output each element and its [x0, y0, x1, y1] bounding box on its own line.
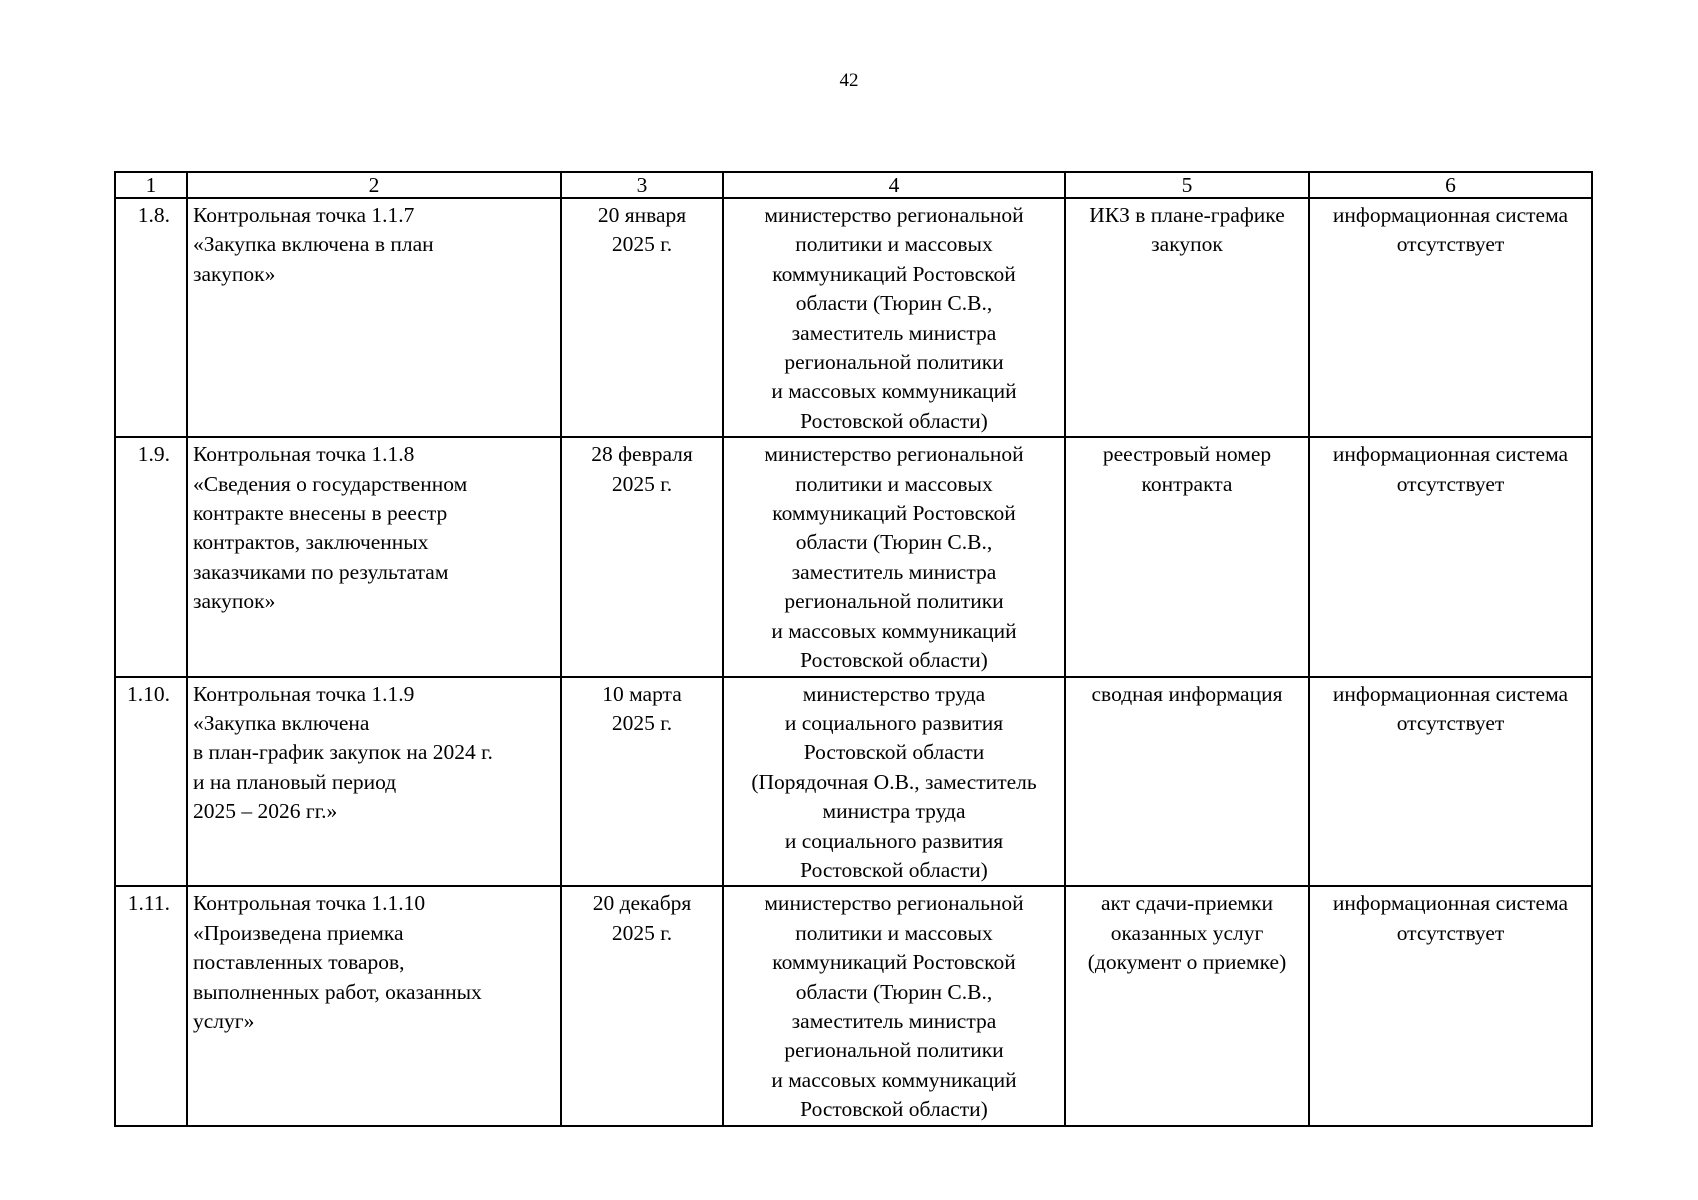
cell-text-line: в план-график закупок на 2024 г. [193, 740, 493, 765]
header-cell: 6 [1309, 172, 1592, 198]
cell-text-line: коммуникаций Ростовской [772, 950, 1016, 975]
responsible-cell [723, 437, 1065, 676]
cell-text-line: и социального развития [784, 828, 1004, 853]
table-header-row [115, 172, 1592, 198]
cell-text-line: области (Тюрин С.В., [795, 979, 993, 1004]
cell-text-line: министерство региональной [764, 203, 1024, 227]
cell-text-line: региональной политики [784, 589, 1004, 614]
cell-text-line: отсутствует [1396, 920, 1505, 945]
cell-text-line: Ростовской области) [800, 408, 988, 433]
cell-text-line: 10 марта [602, 681, 682, 706]
cell-text-line: отсутствует [1396, 232, 1505, 257]
cell-text-line: и на плановый период [193, 769, 397, 794]
information-system-cell [1309, 886, 1592, 1125]
cell-text-line: заместитель министра [791, 1008, 997, 1033]
information-system-cell [1309, 677, 1592, 887]
cell-text-line: области (Тюрин С.В., [795, 291, 993, 316]
cell-text-line: 2025 г. [611, 471, 673, 496]
header-cell: 2 [187, 172, 561, 198]
cell-text-line: политики и массовых [795, 920, 993, 945]
cell-text-line: 2025 – 2026 гг.» [193, 799, 338, 824]
due-date-cell [561, 437, 723, 676]
responsible-cell [723, 198, 1065, 437]
cell-text-line: области (Тюрин С.В., [795, 530, 993, 555]
cell-text-line: министерство труда [802, 681, 986, 706]
document-cell [1065, 437, 1309, 676]
cell-text-line: 20 декабря [592, 891, 692, 916]
cell-text-line: Ростовской области) [800, 1097, 988, 1122]
cell-text-line: выполненных работ, оказанных [193, 979, 482, 1004]
cell-text-line: и массовых коммуникаций [771, 618, 1017, 643]
cell-text-line: Ростовской области) [800, 857, 988, 882]
cell-text-line: политики и массовых [795, 471, 993, 496]
row-number-cell: 1.10. [115, 677, 187, 887]
cell-text-line: контракте внесены в реестр [193, 501, 448, 526]
cell-text-line: региональной политики [784, 350, 1004, 375]
header-cell: 4 [723, 172, 1065, 198]
cell-text-line: 2025 г. [611, 920, 673, 945]
control-point-name-cell [187, 677, 561, 887]
table-row [115, 198, 1592, 437]
document-cell [1065, 677, 1309, 887]
cell-text-line: закупок» [193, 589, 276, 614]
cell-text-line: и массовых коммуникаций [771, 1067, 1017, 1092]
cell-text-line: и социального развития [784, 710, 1004, 735]
cell-text-line: коммуникаций Ростовской [772, 261, 1016, 286]
cell-text-line: отсутствует [1396, 471, 1505, 496]
cell-text-line: контрактов, заключенных [193, 530, 429, 555]
due-date-cell [561, 198, 723, 437]
page-number: 42 [839, 70, 859, 91]
cell-text-line: информационная система [1332, 442, 1569, 467]
cell-text-line: заказчиками по результатам [193, 559, 449, 584]
row-number-cell: 1.11. [115, 886, 187, 1125]
cell-text-line: услуг» [193, 1008, 255, 1033]
cell-text-line: 2025 г. [611, 710, 673, 735]
due-date-cell [561, 677, 723, 887]
control-points-table [114, 171, 1593, 1127]
due-date-cell [561, 886, 723, 1125]
table-row [115, 437, 1592, 676]
cell-text-line: поставленных товаров, [193, 950, 405, 975]
control-point-name-cell [187, 437, 561, 676]
cell-text-line: оказанных услуг [1110, 920, 1264, 945]
cell-text-line: заместитель министра [791, 559, 997, 584]
cell-text-line: закупок» [193, 261, 276, 286]
responsible-cell [723, 886, 1065, 1125]
cell-text-line: министерство региональной [764, 442, 1024, 467]
cell-text-line: контракта [1141, 471, 1233, 496]
cell-text-line: политики и массовых [795, 232, 993, 257]
cell-text-line: Ростовской области [803, 740, 985, 765]
cell-text-line: Ростовской области) [800, 648, 988, 673]
cell-text-line: 28 февраля [591, 442, 693, 467]
header-cell: 1 [115, 172, 187, 198]
cell-text-line: информационная система [1332, 891, 1569, 916]
cell-text-line: 20 января [597, 203, 687, 227]
cell-text-line: «Сведения о государственном [193, 471, 468, 496]
cell-text-line: заместитель министра [791, 320, 997, 345]
cell-text-line: Контрольная точка 1.1.7 [193, 203, 415, 227]
control-point-name-cell [187, 886, 561, 1125]
cell-text-line: и массовых коммуникаций [771, 379, 1017, 404]
information-system-cell [1309, 437, 1592, 676]
cell-text-line: «Произведена приемка [193, 920, 404, 945]
control-point-name-cell [187, 198, 561, 437]
cell-text-line: Контрольная точка 1.1.10 [193, 891, 426, 916]
cell-text-line: ИКЗ в плане-графике [1089, 203, 1285, 227]
header-cell: 5 [1065, 172, 1309, 198]
cell-text-line: министра труда [822, 799, 966, 824]
cell-text-line: отсутствует [1396, 710, 1505, 735]
row-number-cell: 1.9. [115, 437, 187, 676]
cell-text-line: 2025 г. [611, 232, 673, 257]
table-row [115, 886, 1592, 1125]
cell-text-line: Контрольная точка 1.1.9 [193, 681, 415, 706]
cell-text-line: «Закупка включена [193, 710, 370, 735]
document-cell [1065, 198, 1309, 437]
cell-text-line: информационная система [1332, 681, 1569, 706]
responsible-cell [723, 677, 1065, 887]
cell-text-line: министерство региональной [764, 891, 1024, 916]
cell-text-line: (документ о приемке) [1087, 950, 1287, 975]
cell-text-line: Контрольная точка 1.1.8 [193, 442, 415, 467]
cell-text-line: коммуникаций Ростовской [772, 501, 1016, 526]
cell-text-line: информационная система [1332, 203, 1569, 227]
cell-text-line: сводная информация [1091, 681, 1283, 706]
cell-text-line: (Порядочная О.В., заместитель [751, 769, 1037, 794]
cell-text-line: «Закупка включена в план [193, 232, 434, 257]
row-number-cell: 1.8. [115, 198, 187, 437]
document-cell [1065, 886, 1309, 1125]
header-cell: 3 [561, 172, 723, 198]
information-system-cell [1309, 198, 1592, 437]
cell-text-line: региональной политики [784, 1038, 1004, 1063]
cell-text-line: реестровый номер [1102, 442, 1272, 467]
cell-text-line: акт сдачи-приемки [1101, 891, 1273, 916]
table-row [115, 677, 1592, 887]
cell-text-line: закупок [1151, 232, 1223, 257]
